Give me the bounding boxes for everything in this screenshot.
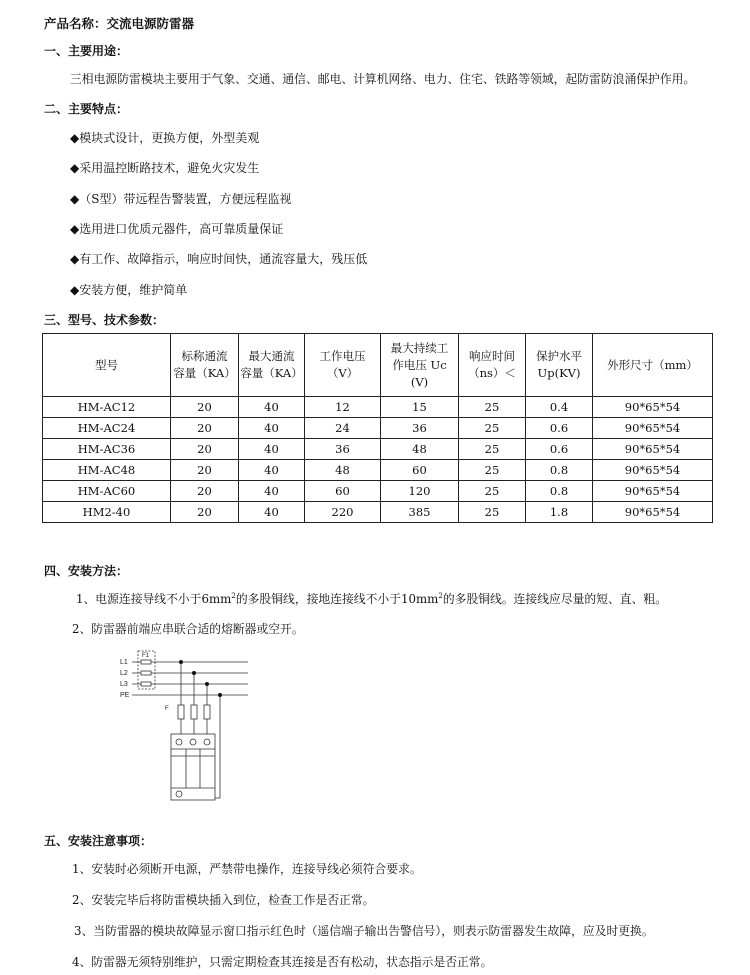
table-cell: HM-AC24	[43, 418, 171, 439]
line-label-l1: L1	[120, 659, 128, 666]
install-step-1-part-b: 的多股铜线，接地连接线不小于10mm	[235, 592, 439, 606]
feature-item: ◆有工作、故障指示，响应时间快，通流容量大，残压低	[70, 252, 368, 266]
install-step-1-part-c: 的多股铜线。连接线应尽量的短、直、粗。	[442, 592, 667, 606]
table-cell: 0.6	[526, 439, 593, 460]
spec-header-cell: 外形尺寸（mm）	[593, 334, 713, 397]
superscript: 2	[438, 592, 443, 601]
table-cell: HM-AC60	[43, 481, 171, 502]
table-cell: 90*65*54	[593, 418, 713, 439]
table-cell: 48	[305, 460, 381, 481]
wiring-diagram	[118, 648, 268, 808]
table-cell: 20	[171, 502, 239, 523]
table-row	[43, 439, 713, 460]
table-row	[43, 460, 713, 481]
line-label-l2: L2	[120, 670, 128, 677]
table-cell: 90*65*54	[593, 397, 713, 418]
table-cell: 25	[459, 481, 526, 502]
install-step-1	[76, 590, 667, 607]
table-cell: 25	[459, 397, 526, 418]
spec-header-cell: 响应时间 （ns）＜	[459, 334, 526, 397]
table-cell: 0.4	[526, 397, 593, 418]
table-cell: 20	[171, 397, 239, 418]
feature-item: ◆选用进口优质元器件，高可靠质量保证	[70, 222, 284, 236]
table-cell: 40	[239, 397, 305, 418]
install-step-2: 2、防雷器前端应串联合适的熔断器或空开。	[72, 622, 304, 636]
table-cell: 20	[171, 481, 239, 502]
table-cell: 0.8	[526, 460, 593, 481]
table-row	[43, 418, 713, 439]
table-cell: 90*65*54	[593, 502, 713, 523]
table-cell: 0.8	[526, 481, 593, 502]
table-cell: 15	[381, 397, 459, 418]
note-item: 1、安装时必须断开电源，严禁带电操作，连接导线必须符合要求。	[72, 862, 422, 876]
line-label-l3: L3	[120, 681, 128, 688]
spec-header-row	[43, 334, 713, 397]
table-cell: HM-AC48	[43, 460, 171, 481]
section-install-heading: 四、安装方法：	[44, 564, 129, 578]
product-name: 交流电源防雷器	[106, 16, 195, 31]
table-cell: 20	[171, 460, 239, 481]
table-cell: 25	[459, 439, 526, 460]
feature-item: ◆模块式设计，更换方便，外型美观	[70, 131, 260, 145]
note-item: 3、当防雷器的模块故障显示窗口指示红色时（遥信端子输出告警信号），则表示防雷器发生故障，应及时更换。	[74, 924, 654, 938]
spec-header-cell: 保护水平 Up(KV)	[526, 334, 593, 397]
table-cell: HM-AC12	[43, 397, 171, 418]
product-label: 产品名称：	[44, 16, 107, 31]
spec-header-cell: 最大通流 容量（KA）	[239, 334, 305, 397]
table-cell: 40	[239, 418, 305, 439]
table-cell: 90*65*54	[593, 460, 713, 481]
superscript: 2	[231, 592, 236, 601]
table-cell: 36	[305, 439, 381, 460]
table-cell: 40	[239, 481, 305, 502]
feature-item: ◆安装方便，维护简单	[70, 283, 188, 297]
section-notes-heading: 五、安装注意事项：	[44, 834, 153, 848]
table-row	[43, 397, 713, 418]
table-cell: 24	[305, 418, 381, 439]
product-title	[44, 14, 194, 32]
table-cell: 36	[381, 418, 459, 439]
table-cell: 90*65*54	[593, 439, 713, 460]
usage-text: 三相电源防雷模块主要用于气象、交通、通信、邮电、计算机网络、电力、住宅、铁路等领域，起防雷防浪涌保护作用。	[70, 72, 696, 86]
table-cell: 25	[459, 460, 526, 481]
table-cell: 40	[239, 439, 305, 460]
table-cell: 120	[381, 481, 459, 502]
table-cell: 20	[171, 439, 239, 460]
feature-item: ◆（S型）带远程告警装置，方便远程监视	[70, 192, 292, 206]
table-cell: 12	[305, 397, 381, 418]
table-cell: 0.6	[526, 418, 593, 439]
table-cell: 385	[381, 502, 459, 523]
table-cell: 25	[459, 502, 526, 523]
table-row	[43, 481, 713, 502]
spec-header-cell: 工作电压 （V）	[305, 334, 381, 397]
table-cell: 60	[381, 460, 459, 481]
table-cell: 220	[305, 502, 381, 523]
fuse-label: F	[165, 706, 169, 712]
fuse-top-label: F1	[142, 653, 150, 659]
line-label-pe: PE	[120, 692, 130, 699]
table-cell: 20	[171, 418, 239, 439]
spec-header-cell: 最大持续工 作电压 Uc (V)	[381, 334, 459, 397]
spec-table	[42, 333, 713, 523]
table-row	[43, 502, 713, 523]
table-cell: 1.8	[526, 502, 593, 523]
table-cell: 25	[459, 418, 526, 439]
table-cell: HM2-40	[43, 502, 171, 523]
table-cell: 40	[239, 460, 305, 481]
protector-module	[171, 734, 215, 800]
feature-item: ◆采用温控断路技术，避免火灾发生	[70, 161, 260, 175]
section-features-heading: 二、主要特点：	[44, 102, 129, 116]
install-step-1-part-a: 1、电源连接导线不小于6mm	[76, 592, 232, 606]
table-cell: HM-AC36	[43, 439, 171, 460]
table-cell: 48	[381, 439, 459, 460]
note-item: 4、防雷器无须特别维护，只需定期检查其连接是否有松动，状态指示是否正常。	[72, 955, 493, 969]
table-cell: 40	[239, 502, 305, 523]
table-cell: 60	[305, 481, 381, 502]
note-item: 2、安装完毕后将防雷模块插入到位，检查工作是否正常。	[72, 893, 375, 907]
spec-header-cell: 型号	[43, 334, 171, 397]
section-usage-heading: 一、主要用途：	[44, 44, 129, 58]
table-cell: 90*65*54	[593, 481, 713, 502]
section-spec-heading: 三、型号、技术参数：	[44, 313, 165, 327]
spec-header-cell: 标称通流 容量（KA）	[171, 334, 239, 397]
